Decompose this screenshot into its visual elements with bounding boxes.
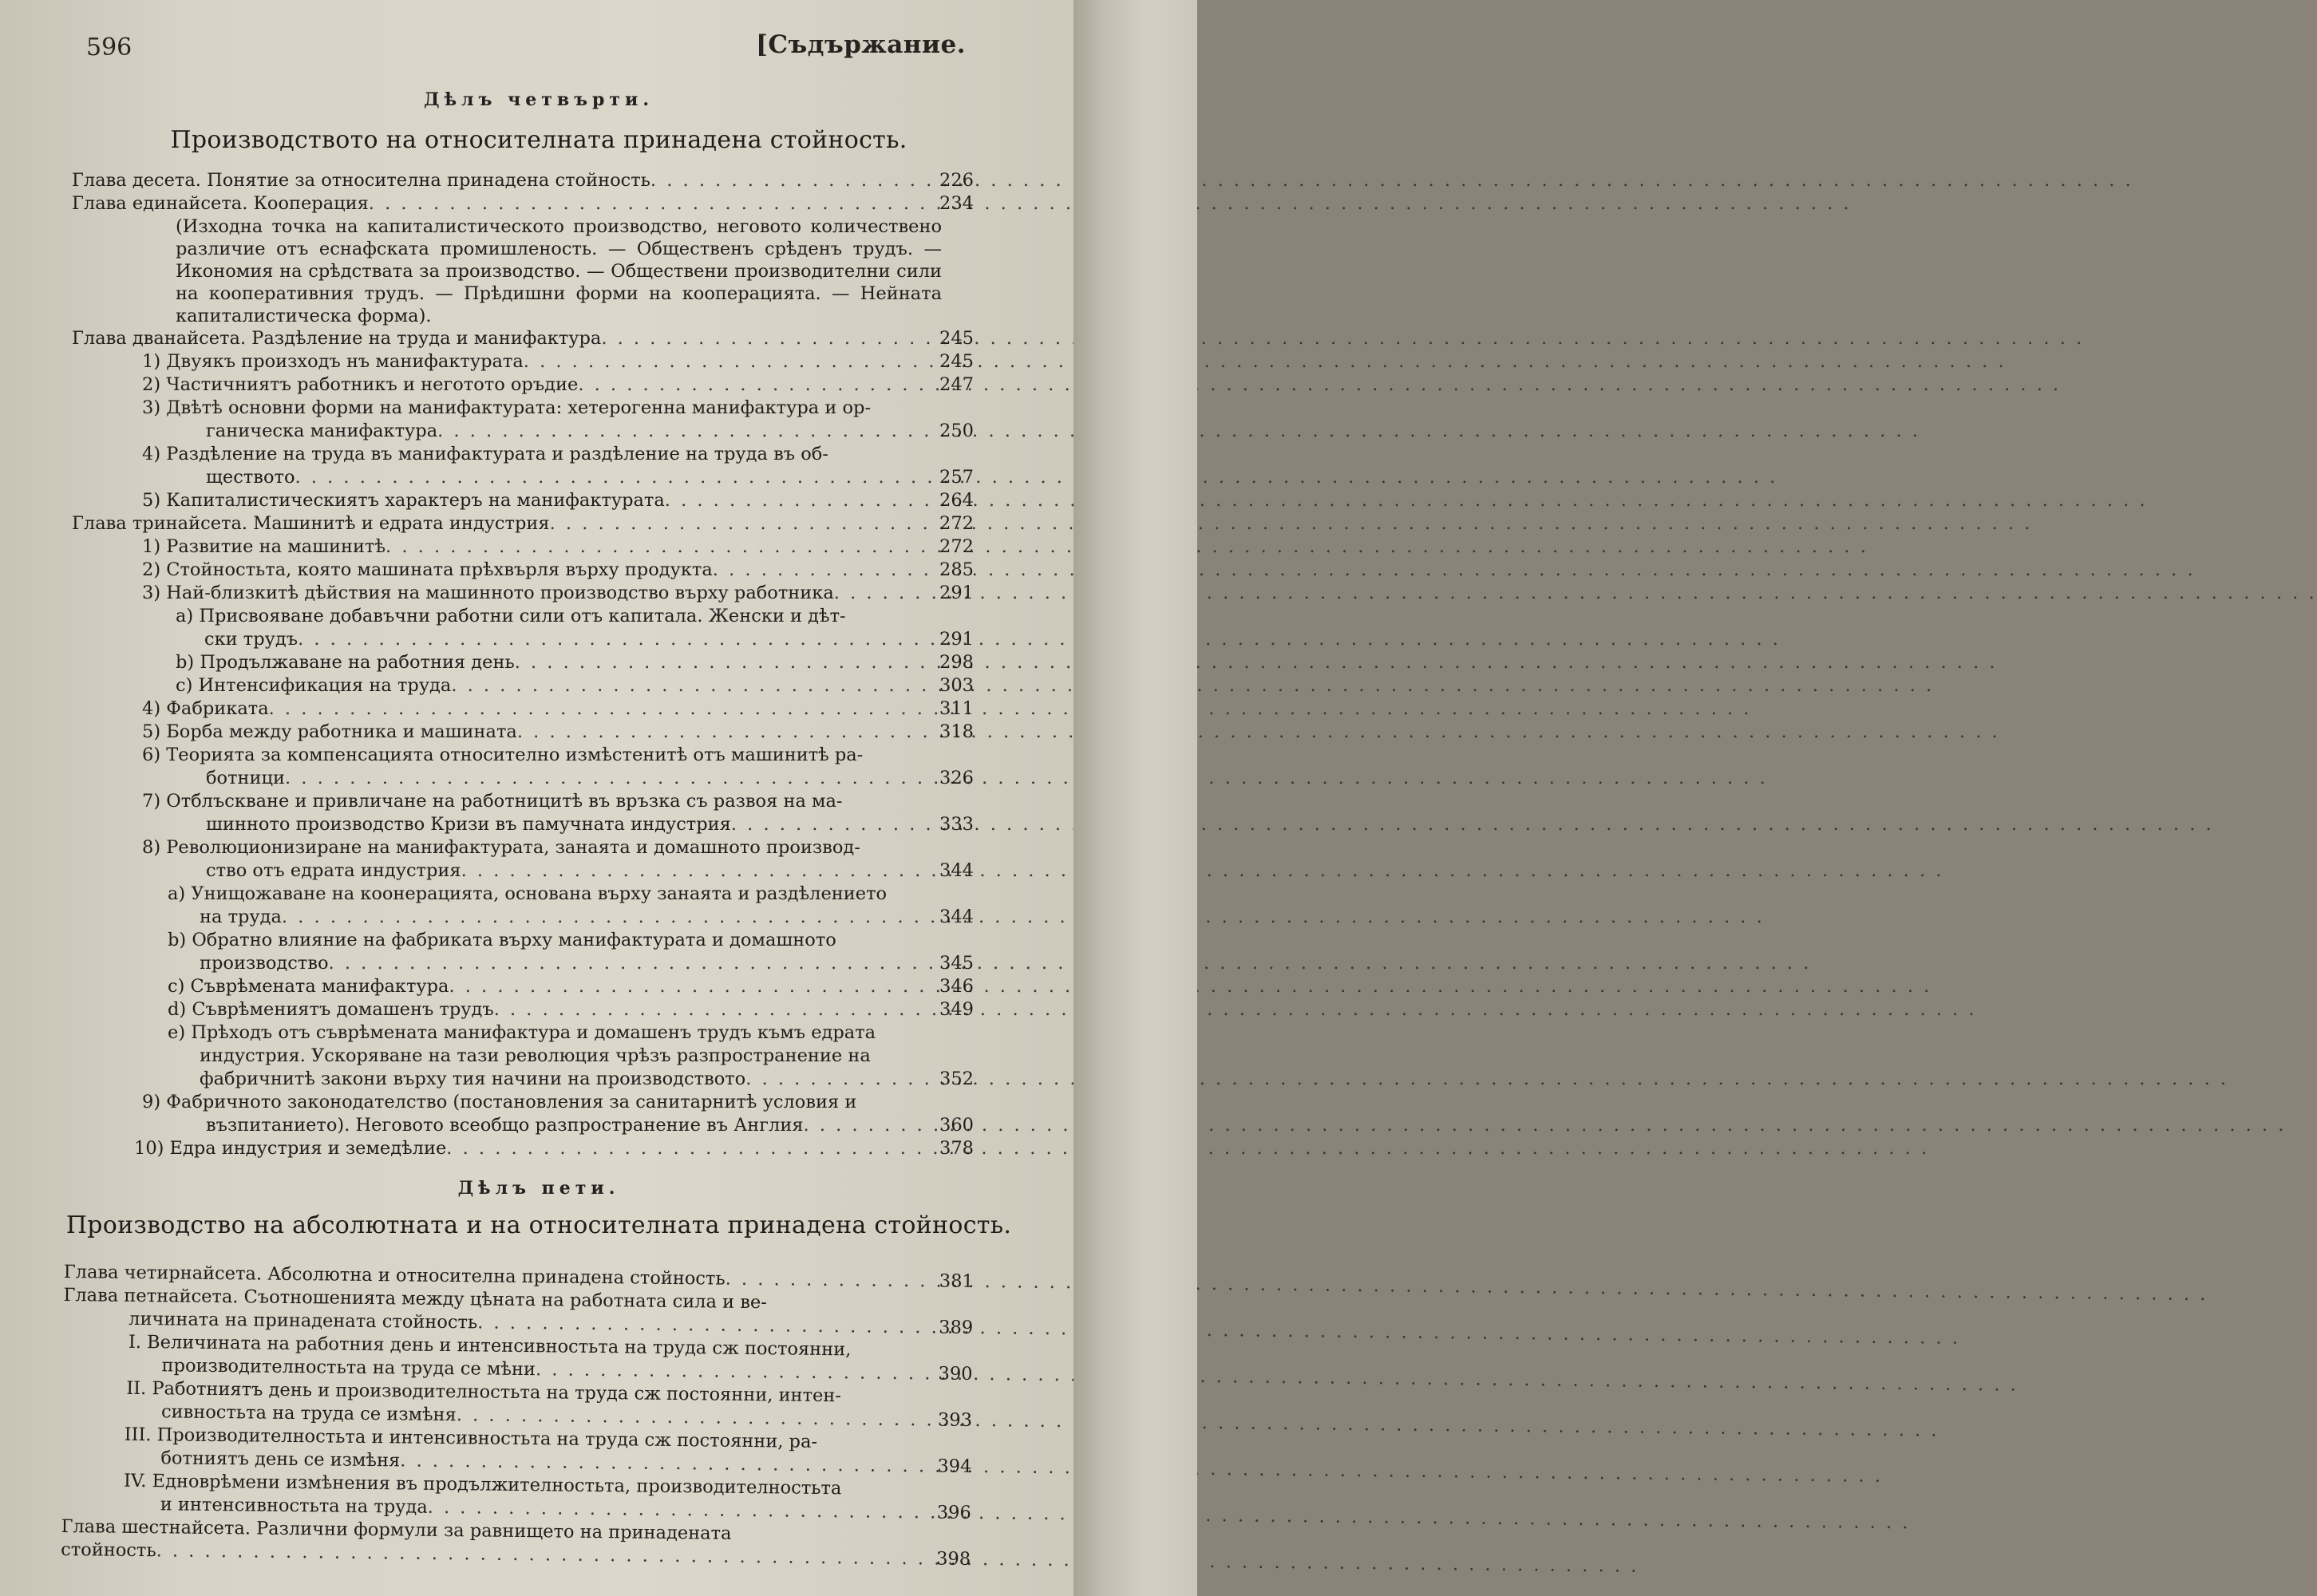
toc-entry: производителностьта на труда се мѣни . . . 390	[62, 1353, 972, 1386]
toc-entry: 10) Едра индустрия и земедѣлие . . . 378	[72, 1137, 974, 1160]
toc-entry: ски трудъ . . . 291	[72, 628, 974, 651]
toc-entry: 1) Развитие на машинитѣ . . . 272	[72, 535, 974, 559]
toc-entry: 5) Капиталистическиятъ характеръ на манифактурата . . . 264	[72, 489, 974, 512]
toc-entry: 9) Фабричното законодателство (постановления за санитарнитѣ условия и	[142, 1092, 857, 1112]
part4-title: Производството на относителната принадена стойность.	[170, 126, 907, 154]
toc-entry: стойность . . . 398	[61, 1539, 971, 1571]
toc-part4	[72, 169, 974, 1160]
toc-entry: Глава дванайсета. Раздѣление на труда и манифактура . . . 245	[72, 327, 974, 350]
toc-entry: a) Присвояване добавъчни работни сили отъ капитала. Женски и дѣт-	[176, 606, 846, 626]
toc-entry: Глава петнайсета. Съотношенията между цѣната на работната сила и ве-	[63, 1284, 767, 1314]
running-title: [Съдържание.	[756, 30, 966, 59]
toc-entry: личината на принадената стойность . . . 389	[63, 1307, 973, 1340]
toc-part5	[61, 1261, 974, 1571]
toc-entry: 2) Стойностьта, която машината прѣхвърля върху продукта . . . 285	[72, 559, 974, 582]
toc-entry: ство отъ едрата индустрия . . . 344	[72, 859, 974, 883]
toc-entry: фабричнитѣ закони върху тия начини на производството . . . 352	[72, 1068, 974, 1091]
toc-entry: 3) Двѣтѣ основни форми на манифактурата: хетерогенна манифактура и ор-	[142, 397, 872, 418]
toc-entry: ботници . . . 326	[72, 767, 974, 790]
toc-entry: IV. Едноврѣмени измѣнения въ продължителностьта, производителностьта	[123, 1470, 842, 1499]
toc-entry: c) Интенсификация на труда . . . 303	[72, 674, 974, 697]
toc-entry: и интенсивностьта на труда . . . 396	[61, 1492, 971, 1525]
toc-entry: c) Съврѣмената манифактура . . . 346	[72, 975, 974, 998]
toc-entry: индустрия. Ускоряване на тази революция чрѣзъ разпространение на	[200, 1045, 871, 1066]
adjacent-page-edge	[1073, 0, 1197, 1596]
toc-entry: 4) Фабриката . . . 311	[72, 697, 974, 721]
toc-description: (Изходна точка на капиталистическото производство, неговото количествено различие отъ еснафската промишленость. — Общественъ срѣденъ трудъ. — Икономия на срѣдствата за производство. — Обществени производителни сили на кооперативния трудъ. — Прѣдишни форми на кооперацията. — Нейната капиталистическа форма).	[176, 216, 942, 326]
toc-entry: a) Унищожаване на коонерацията, основана върху занаята и раздѣлението	[168, 883, 888, 904]
toc-entry: шинното производство Кризи въ памучната индустрия . . . 333	[72, 813, 974, 836]
toc-entry: Глава четирнайсета. Абсолютна и относителна принадена стойность . . . 381	[64, 1261, 974, 1294]
book-page	[0, 0, 1077, 1596]
toc-entry: ганическа манифактура . . . 250	[72, 420, 974, 443]
toc-entry: b) Продължаване на работния день . . . 298	[72, 651, 974, 674]
toc-entry: производство . . . 345	[72, 952, 974, 975]
toc-entry: Глава шестнайсета. Различни формули за равнището на принадената	[61, 1515, 732, 1544]
toc-entry: 4) Раздѣление на труда въ манифактурата и раздѣление на труда въ об-	[142, 444, 828, 464]
toc-entry: 1) Двуякъ произходъ нъ манифактурата . . . 245	[72, 350, 974, 373]
toc-entry: 2) Частичниятъ работникъ и неготото оръдие . . . 247	[72, 373, 974, 397]
toc-entry: 7) Отблъскване и привличане на работницитѣ въ връзка съ развоя на ма-	[142, 791, 843, 812]
toc-entry: ществото . . . 257	[72, 466, 974, 489]
toc-entry: 8) Революционизиране на манифактурата, занаята и домашното производ-	[142, 837, 860, 858]
toc-entry: 6) Теорията за компенсацията относително измѣстенитѣ отъ машинитѣ ра-	[142, 745, 864, 765]
toc-entry: d) Съврѣмениятъ домашенъ трудъ . . . 349	[72, 998, 974, 1021]
toc-entry: възпитанието). Неговото всеобщо разпространение въ Англия . . . 360	[72, 1114, 974, 1137]
toc-entry: ботниятъ день се измѣня . . . 394	[61, 1446, 971, 1479]
toc-entry: сивностьта на труда се измѣня . . . 393	[62, 1400, 972, 1432]
toc-entry: на труда . . . 344	[72, 906, 974, 929]
toc-entry: I. Величината на работния день и интенсивностьта на труда сж постоянни,	[128, 1331, 852, 1361]
toc-entry: II. Работниятъ день и производителностьта на труда сж постоянни, интен-	[126, 1377, 842, 1407]
toc-entry: 5) Борба между работника и машината . . . 318	[72, 721, 974, 744]
toc-entry: b) Обратно влияние на фабриката върху манифактурата и домашното	[168, 930, 836, 950]
toc-entry: III. Производителностьта и интенсивностьта на труда сж постоянни, ра-	[124, 1424, 818, 1452]
part4-label: Дѣлъ четвърти.	[424, 89, 654, 110]
toc-entry: e) Прѣходъ отъ съврѣмената манифактура и домашенъ трудъ къмъ едрата	[168, 1022, 876, 1043]
toc-entry: 3) Най-близкитѣ дѣйствия на машинното производство върху работника . . . 291	[72, 582, 974, 605]
toc-entry: Глава тринайсета. Машинитѣ и едрата индустрия . . . 272	[72, 512, 974, 535]
part5-label: Дѣлъ пети.	[457, 1178, 620, 1199]
toc-entry: Глава единайсета. Кооперация . . . 234	[72, 192, 974, 215]
page-number: 596	[86, 34, 132, 61]
part5-title: Производство на абсолютната и на относителната принадена стойность.	[65, 1211, 1012, 1239]
toc-entry: Глава десета. Понятие за относителна принадена стойность . . . 226	[72, 169, 974, 192]
